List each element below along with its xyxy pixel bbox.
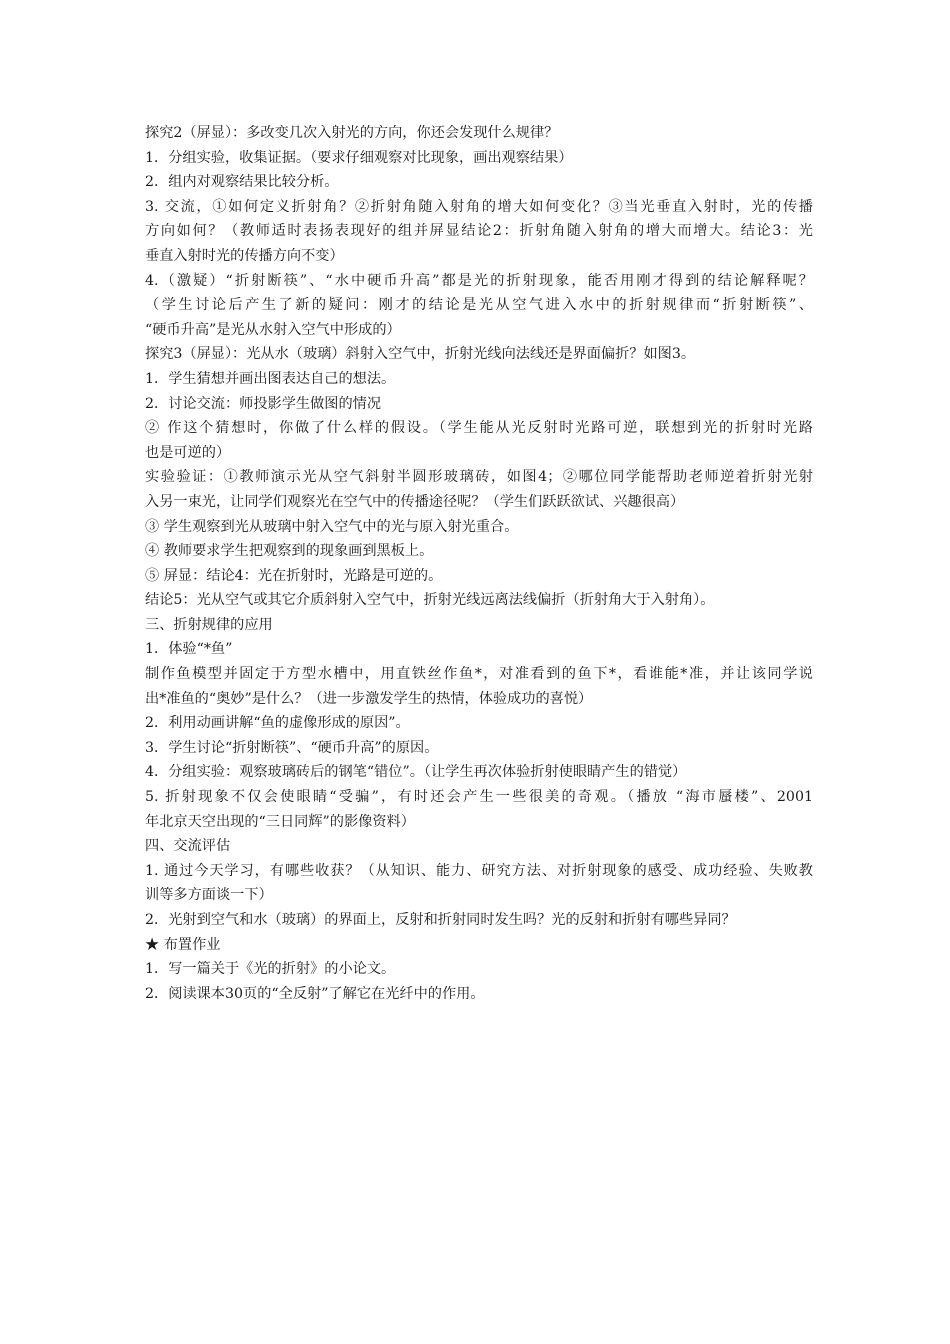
text-line: ④ 教师要求学生把观察到的现象画到黑板上。: [145, 543, 434, 560]
text-line: 垂直入射时光的传播方向不变）: [145, 247, 344, 264]
text-line: 2．阅读课本30页的“全反射”了解它在光纤中的作用。: [145, 985, 485, 1002]
text-line: 入另一束光，让同学们观察光在空气中的传播途径呢？（学生们跃跃欲试、兴趣很高）: [145, 493, 685, 510]
text-line: 2．光射到空气和水（玻璃）的界面上，反射和折射同时发生吗？光的反射和折射有哪些异同？: [145, 912, 736, 928]
text-line: 方向如何？（教师适时表扬表现好的组并屏显结论2：折射角随入射角的增大而增大。结论3：光: [145, 223, 813, 240]
text-line: 出*准鱼的“奥妙”是什么？（进一步激发学生的热情，体验成功的喜悦）: [145, 690, 593, 707]
text-line: 训等多方面谈一下）: [145, 887, 273, 904]
text-line: 制作鱼模型并固定于方型水槽中，用直铁丝作鱼*，对准看到的鱼下*，看谁能*准，并让该同学说: [145, 666, 813, 683]
text-line: 1. 通过今天学习，有哪些收获？（从知识、能力、研究方法、对折射现象的感受、成功经验、失败教: [145, 862, 813, 879]
text-line: ② 作这个猜想时，你做了什么样的假设。（学生能从光反射时光路可逆，联想到光的折射时光路: [145, 420, 813, 437]
text-line: 结论5：光从空气或其它介质斜射入空气中，折射光线远离法线偏折（折射角大于入射角）。: [145, 592, 715, 609]
text-line: 探究2（屏显）：多改变几次入射光的方向，你还会发现什么规律？: [145, 125, 559, 141]
text-line: 也是可逆的）: [145, 444, 231, 461]
section-heading: 四、交流评估: [145, 838, 231, 855]
text-line: （学生讨论后产生了新的疑问：刚才的结论是光从空气进入水中的折射规律而“折射断筷”、: [145, 297, 813, 314]
text-line: 年北京天空出现的“三日同辉”的影像资料）: [145, 813, 415, 830]
text-line: 探究3（屏显）：光从水（玻璃）斜射入空气中，折射光线向法线还是界面偏折？如图3。: [145, 346, 696, 363]
text-line: 2．讨论交流：师投影学生做图的情况: [145, 395, 382, 412]
text-line: 1．体验“*鱼”: [145, 641, 233, 658]
text-line: 3．学生讨论“折射断筷”、“硬币升高”的原因。: [145, 739, 439, 756]
text-line: ③ 学生观察到光从玻璃中射入空气中的光与原入射光重合。: [145, 518, 519, 535]
text-line: 4．分组实验：观察玻璃砖后的钢笔“错位”。（让学生再次体验折射使眼睛产生的错觉）: [145, 764, 687, 781]
text-line: 1．写一篇关于《光的折射》的小论文。: [145, 961, 396, 978]
section-heading: ★ 布置作业: [145, 936, 221, 953]
text-line: 1．分组实验，收集证据。（要求仔细观察对比现象，画出观察结果）: [145, 149, 573, 166]
section-heading: 三、折射规律的应用: [145, 616, 273, 633]
text-line: 实验验证：①教师演示光从空气斜射半圆形玻璃砖，如图4；②哪位同学能帮助老师逆着折射光射: [145, 469, 813, 486]
document-body: [145, 121, 813, 1006]
text-line: 1．学生猜想并画出图表达自己的想法。: [145, 370, 396, 387]
text-line: 4.（激疑）“折射断筷”、“水中硬币升高”都是光的折射现象，能否用刚才得到的结论解释呢？: [145, 272, 813, 289]
text-line: 5. 折射现象不仅会使眼睛“受骗”，有时还会产生一些很美的奇观。（播放 “海市蜃楼”、2001: [145, 789, 813, 806]
text-line: 2．利用动画讲解“鱼的虚像形成的原因”。: [145, 715, 410, 732]
text-line: 3. 交流，①如何定义折射角？②折射角随入射角的增大如何变化？③当光垂直入射时，光的传播: [145, 198, 813, 215]
text-line: “硬币升高”是光从水射入空气中形成的）: [145, 321, 401, 338]
text-line: 2．组内对观察结果比较分析。: [145, 174, 339, 191]
text-line: ⑤ 屏显：结论4：光在折射时，光路是可逆的。: [145, 567, 443, 584]
